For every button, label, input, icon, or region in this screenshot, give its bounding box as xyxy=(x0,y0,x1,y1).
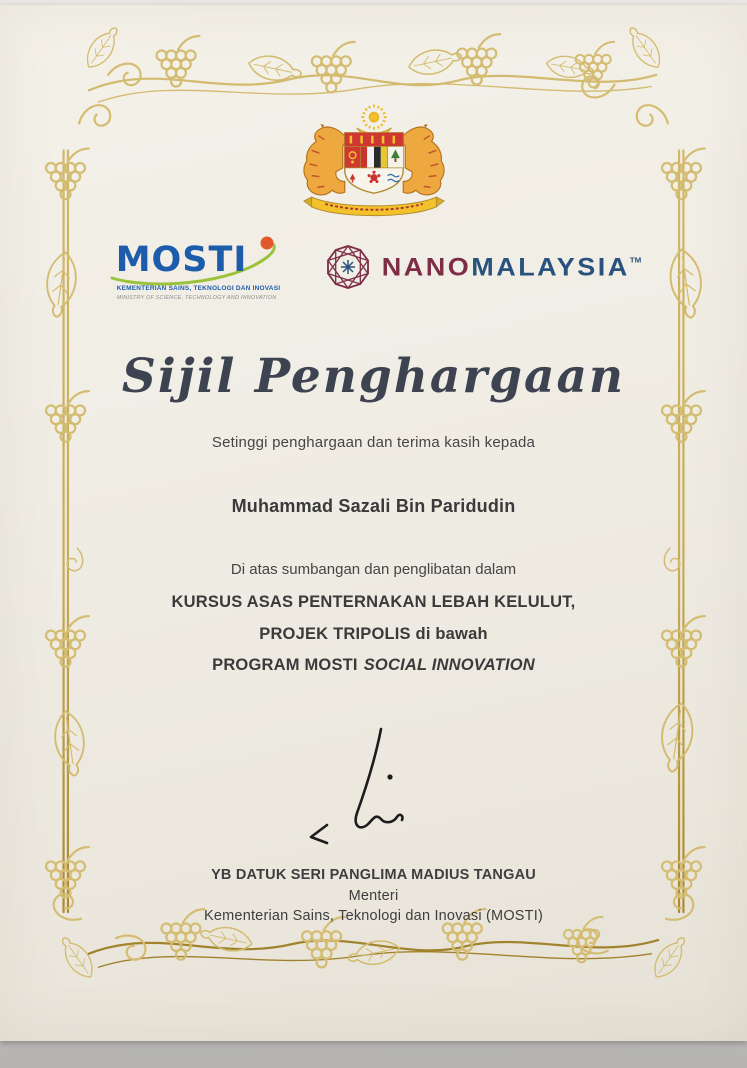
certificate-paper xyxy=(0,5,747,1041)
signature-handwritten-icon xyxy=(293,727,443,849)
program-name-italic: SOCIAL INNOVATION xyxy=(363,656,535,674)
signatory-name: YB DATUK SERI PANGLIMA MADIUS TANGAU xyxy=(211,867,536,883)
nanomalaysia-wordmark xyxy=(382,253,642,282)
nano-text: NANO xyxy=(381,252,472,281)
signatory-block xyxy=(0,865,747,927)
recipient-name: Muhammad Sazali Bin Paridudin xyxy=(231,496,516,516)
body-intro-text: Di atas sumbangan dan penglibatan dalam xyxy=(230,561,517,578)
nanomalaysia-rosette-icon xyxy=(324,243,372,291)
mosti-logo xyxy=(106,238,294,310)
trademark-symbol: TM xyxy=(629,255,642,264)
nanomalaysia-logo xyxy=(324,243,642,291)
signatory-title: Menteri xyxy=(348,887,399,904)
malaysia-coat-of-arms xyxy=(296,103,452,221)
logo-row xyxy=(0,238,747,310)
malaysia-text: MALAYSIA xyxy=(471,252,630,281)
mosti-wordmark: MOSTI xyxy=(115,240,248,280)
mosti-tagline-english: MINISTRY OF SCIENCE, TECHNOLOGY AND INNOVATION xyxy=(116,295,277,301)
program-prefix: PROGRAM MOSTI xyxy=(212,656,358,674)
course-line-2: PROJEK TRIPOLIS di bawah xyxy=(259,625,488,643)
certificate-title: Sijil Penghargaan xyxy=(121,349,626,404)
program-line xyxy=(0,656,747,675)
course-line-1: KURSUS ASAS PENTERNAKAN LEBAH KELULUT, xyxy=(171,593,576,611)
lead-text: Setinggi penghargaan dan terima kasih kepada xyxy=(211,434,536,451)
signatory-organization: Kementerian Sains, Teknologi dan Inovasi (MOSTI) xyxy=(204,908,543,924)
mosti-tagline-malay: KEMENTERIAN SAINS, TEKNOLOGI DAN INOVASI xyxy=(116,285,281,292)
